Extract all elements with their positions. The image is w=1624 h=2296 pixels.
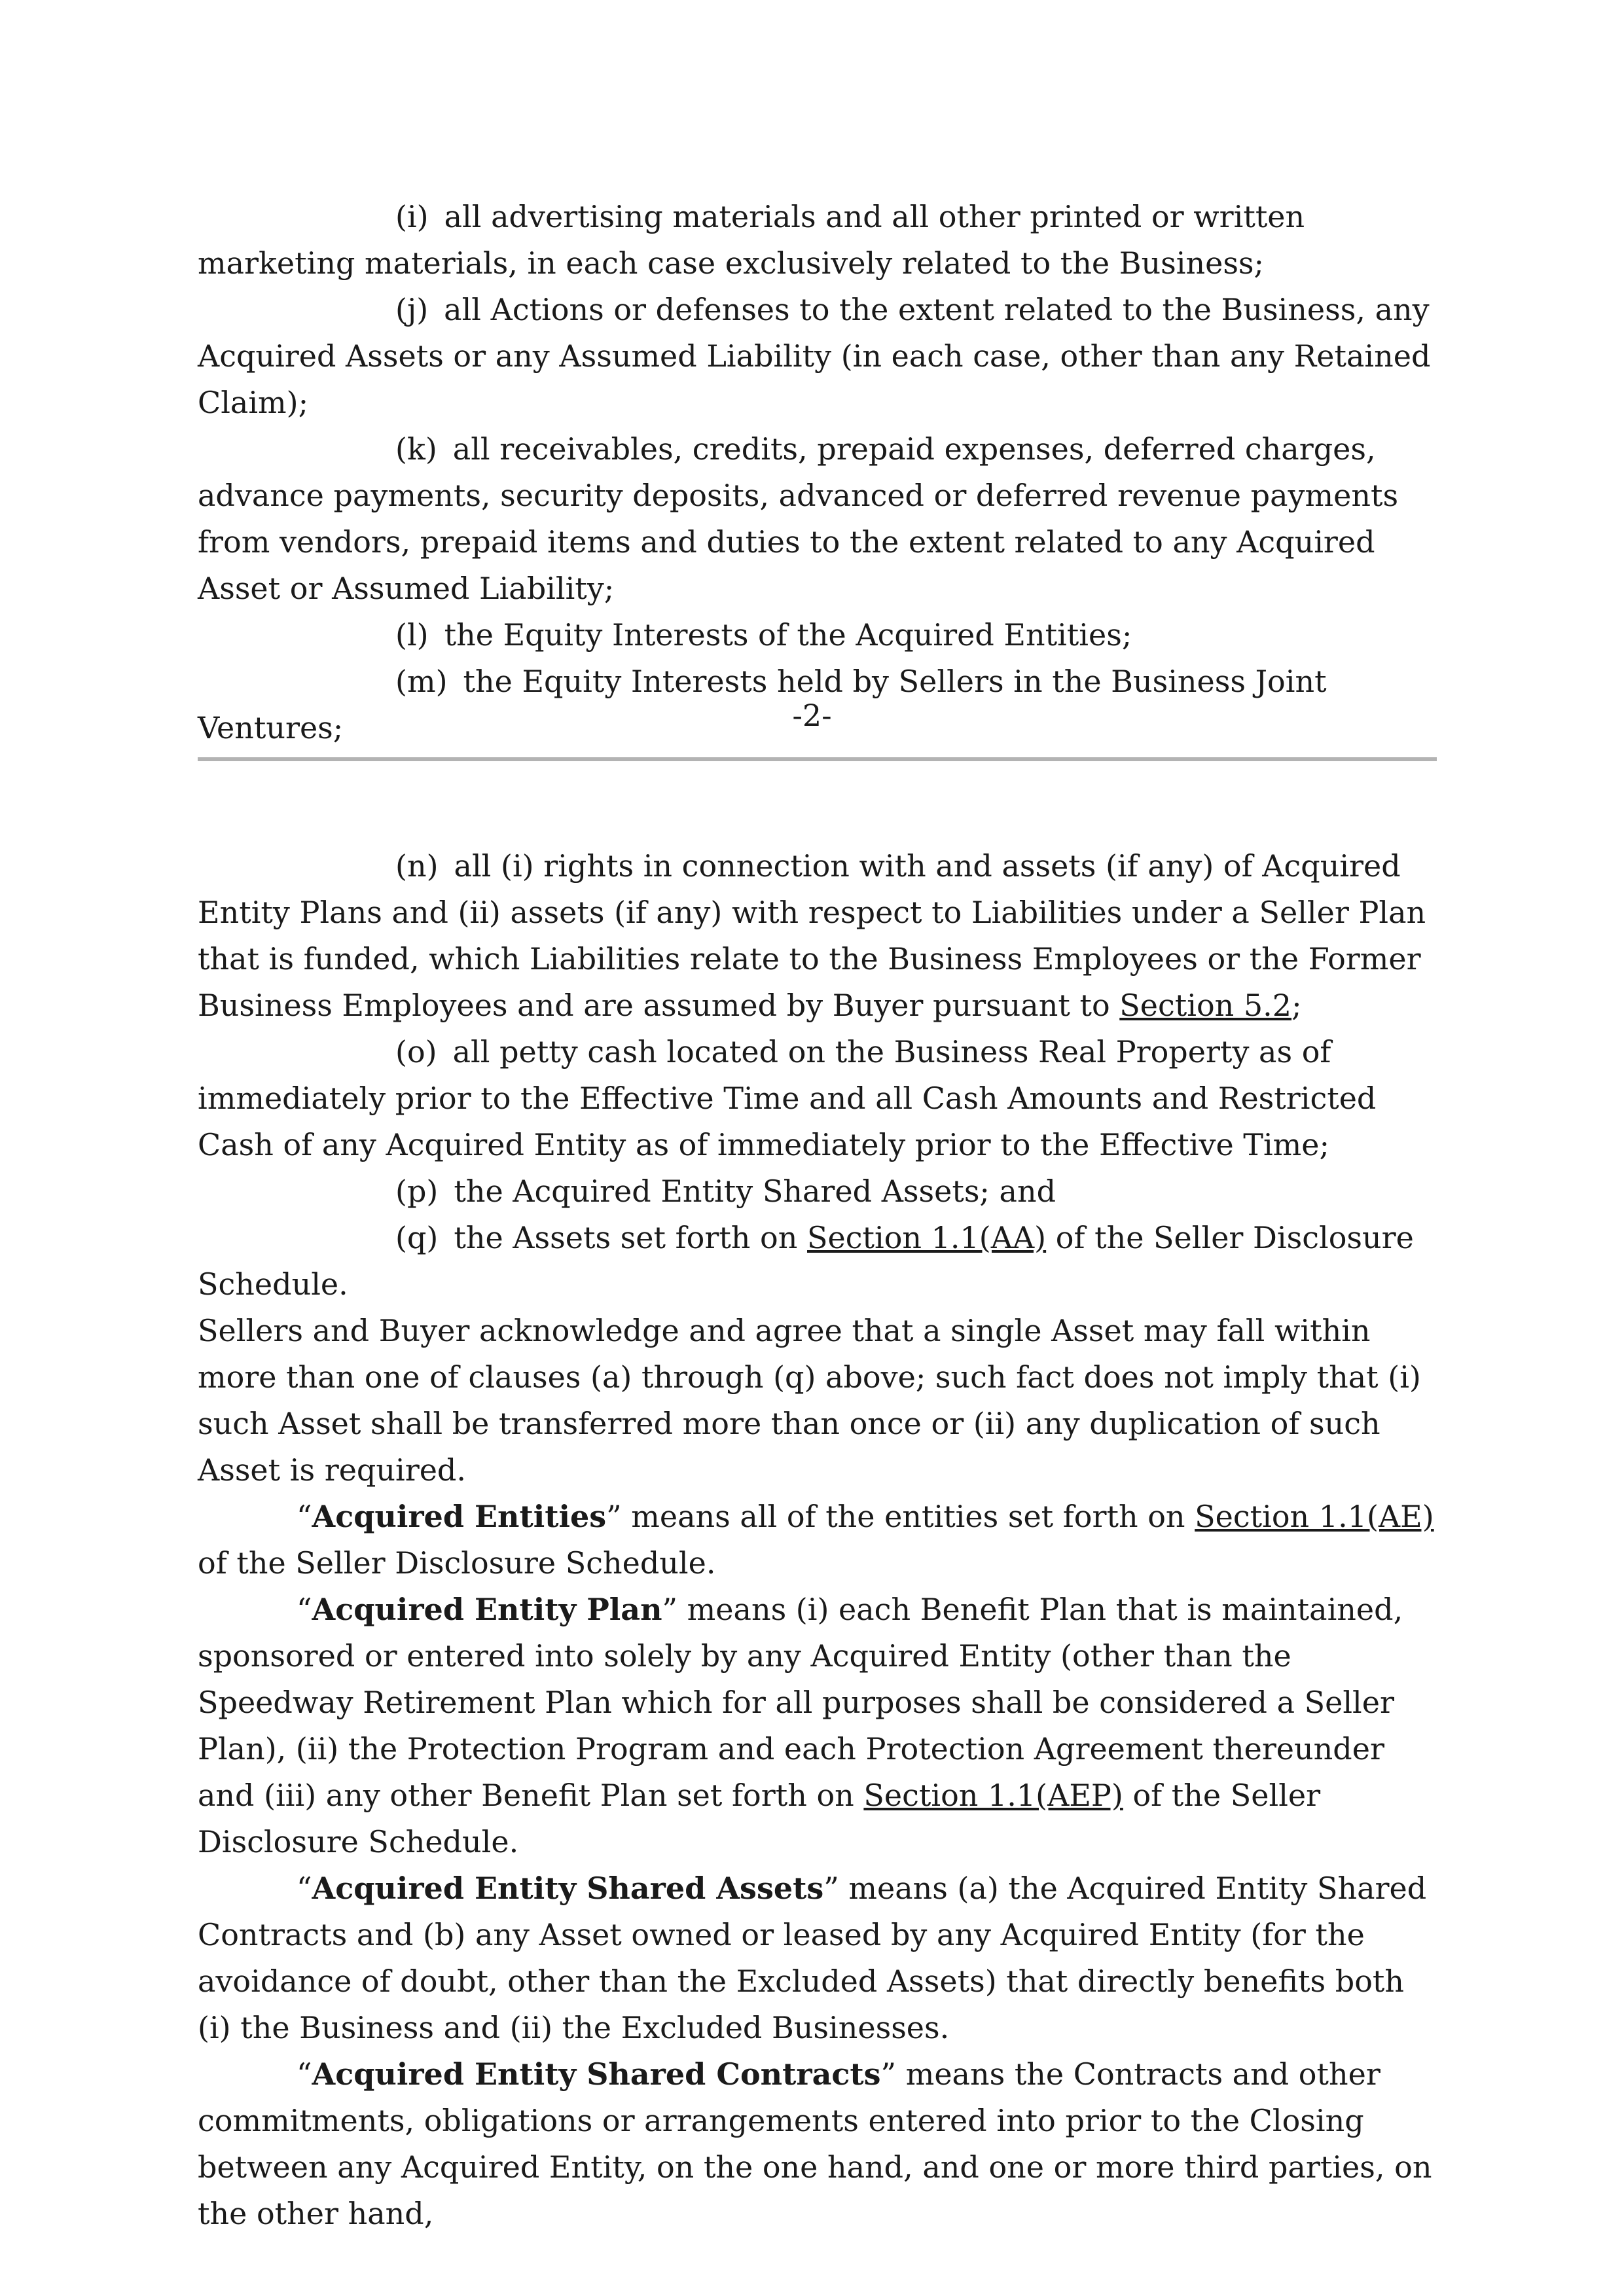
clause-text: the Equity Interests of the Acquired Entities; (444, 617, 1132, 653)
clause-p (198, 1168, 1437, 1215)
open-quote: “ (297, 2056, 312, 2092)
definition-acquired-entity-plan (198, 1587, 1437, 1865)
section-reference: Section 5.2 (1119, 988, 1292, 1023)
clause-text: the Assets set forth on (454, 1220, 807, 1255)
definition-text: means (i) each Benefit Plan that is maintained, sponsored or entered into solely by any Acquired Entity (other than the Speedway Retirement Plan which for all purposes shall be considered a Seller Plan), (ii) the Protection Program and each Protection Agreement thereunder and (iii) any other Benefit Plan set forth on (198, 1592, 1403, 1813)
defined-term: Acquired Entity Shared Assets (312, 1871, 824, 1906)
clause-text: all advertising materials and all other printed or written marketing materials, in each case exclusively related to the Business; (198, 199, 1305, 281)
definition-acquired-entities (198, 1494, 1437, 1587)
close-quote: ” (662, 1592, 678, 1627)
page-divider (198, 757, 1437, 761)
section-reference: Section 1.1(AA) (807, 1220, 1047, 1255)
clause-n (198, 843, 1437, 1029)
clause-text-end: of the Seller Disclosure Schedule. (198, 1220, 1414, 1302)
clause-j (198, 287, 1437, 426)
page-number: -2- (792, 698, 832, 733)
clause-text: all receivables, credits, prepaid expenses, deferred charges, advance payments, security deposits, advanced or deferred revenue payments from vendors, prepaid items and duties to the extent related to any Acquired Asset or Assumed Liability; (198, 431, 1399, 606)
clause-label: (i) (395, 199, 429, 234)
clause-label: (j) (395, 292, 429, 327)
clause-label: (m) (395, 664, 448, 699)
clause-text: the Acquired Entity Shared Assets; and (454, 1174, 1056, 1209)
open-quote: “ (297, 1871, 312, 1906)
defined-term: Acquired Entity Plan (312, 1592, 662, 1627)
open-quote: “ (297, 1592, 312, 1627)
section-reference: Section 1.1(AEP) (863, 1778, 1123, 1813)
open-quote: “ (297, 1499, 312, 1534)
definition-text-end: of the Seller Disclosure Schedule. (198, 1778, 1321, 1859)
clause-text: all Actions or defenses to the extent related to the Business, any Acquired Assets or any Assumed Liability (in each case, other than any Retained Claim); (198, 292, 1431, 420)
clause-q (198, 1215, 1437, 1308)
definition-text: means (a) the Acquired Entity Shared Contracts and (b) any Asset owned or leased by any Acquired Entity (for the avoidance of doubt, other than the Excluded Assets) that directly benefits both (i) the Business and (ii) the Excluded Businesses. (198, 1871, 1427, 2045)
close-quote: ” (823, 1871, 839, 1906)
closing-paragraph: Sellers and Buyer acknowledge and agree that a single Asset may fall within more than one of clauses (a) through (q) above; such fact does not imply that (i) such Asset shall be transferred more than once or (ii) any duplication of such Asset is required. (198, 1313, 1421, 1488)
clause-label: (p) (395, 1174, 439, 1209)
defined-term: Acquired Entity Shared Contracts (312, 2056, 881, 2092)
clause-text: all petty cash located on the Business Real Property as of immediately prior to the Effective Time and all Cash Amounts and Restricted Cash of any Acquired Entity as of immediately prior to the Effective Time; (198, 1034, 1377, 1162)
clause-text-end: ; (1291, 988, 1302, 1023)
clause-k (198, 426, 1437, 612)
clause-label: (o) (395, 1034, 437, 1069)
clause-label: (n) (395, 848, 439, 884)
clause-text: all (i) rights in connection with and assets (if any) of Acquired Entity Plans and (ii) assets (if any) with respect to Liabilities under a Seller Plan that is funded, which Liabilities relate to the Business Employees or the Former Business Employees and are assumed by Buyer pursuant to (198, 848, 1426, 1023)
definition-acquired-entity-shared-assets (198, 1865, 1437, 2051)
clause-text: the Equity Interests held by Sellers in the Business Joint Ventures; (198, 664, 1327, 745)
definition-text: means the Contracts and other commitments, obligations or arrangements entered into prior to the Closing between any Acquired Entity, on the one hand, and one or more third parties, on the other hand, (198, 2056, 1432, 2231)
close-quote: ” (606, 1499, 622, 1534)
defined-term: Acquired Entities (312, 1499, 607, 1534)
page-top (198, 194, 1437, 751)
clause-label: (k) (395, 431, 437, 467)
definition-text-end: of the Seller Disclosure Schedule. (198, 1545, 716, 1581)
page-bottom (198, 843, 1437, 2237)
close-quote: ” (880, 2056, 897, 2092)
clause-label: (q) (395, 1220, 439, 1255)
definition-text: means all of the entities set forth on (621, 1499, 1195, 1534)
section-reference: Section 1.1(AE) (1195, 1499, 1434, 1534)
clause-label: (l) (395, 617, 429, 653)
definition-acquired-entity-shared-contracts (198, 2051, 1437, 2237)
clause-l (198, 612, 1437, 658)
clause-i (198, 194, 1437, 287)
clause-o (198, 1029, 1437, 1168)
